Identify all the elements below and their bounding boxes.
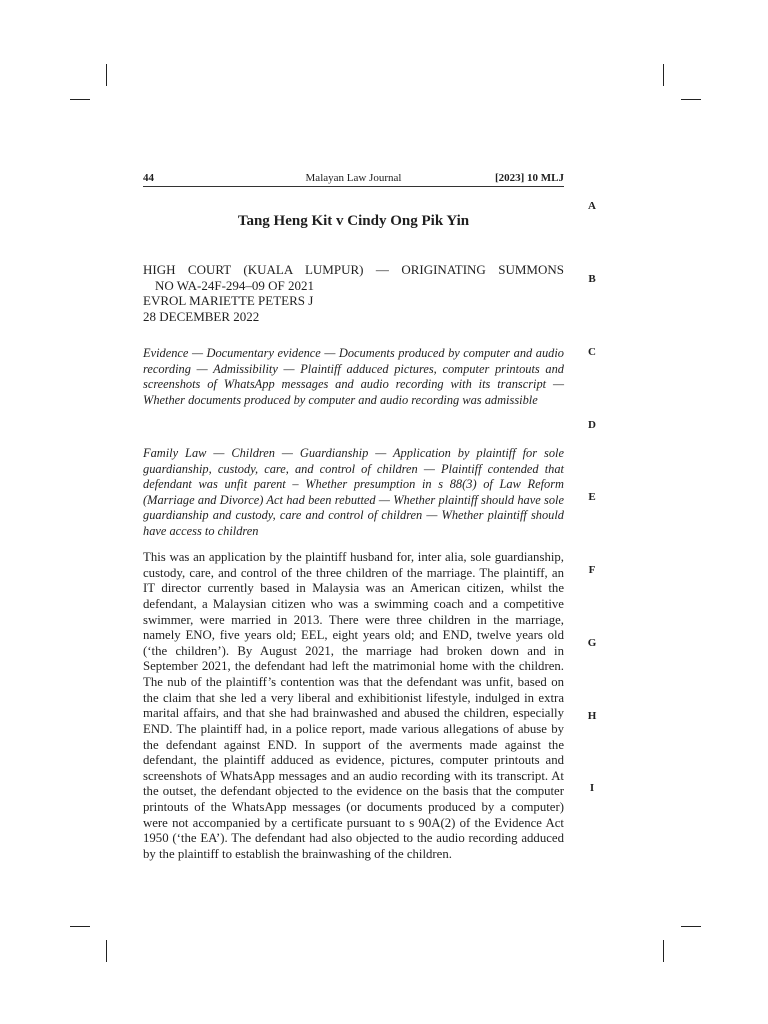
margin-letter-d: D [588,419,596,431]
headnote-paragraph: This was an application by the plaintiff husband for, inter alia, sole guardianship, custody, care, and control of the three children of the marriage. The plaintiff, an IT director currently based in Malaysia was an American citizen, whilst the defendant, a Malaysian citizen who was a swimming coach and a competitive swimmer, were married in 2013. There were three children in the marriage, namely ENO, five years old; EEL, eight years old; and END, twelve years old (‘the children’). By August 2021, the marriage had broken down and in September 2021, the defendant had left the matrimonial home with the children. The nub of the plaintiff’s contention was that the defendant was unfit, based on the claim that she led a very liberal and exhibitionist lifestyle, indulged in extra marital affairs, and that she had brainwashed and abused the children, especially END. The plaintiff had, in a police report, made various allegations of abuse by the defendant against END. In support of the averments made against the defendant, the plaintiff adduced as evidence, pictures, computer printouts and screenshots of WhatsApp messages and an audio recording with its transcript. At the outset, the defendant objected to the evidence on the basis that the computer printouts of the WhatsApp messages (or documents produced by a computer) were not accompanied by a certificate pursuant to s 90A(2) of the Evidence Act 1950 (‘the EA’). The defendant had also objected to the audio recording adduced by the plaintiff to establish the brainwashing of the children. [143,550,564,861]
header-rule [143,186,564,187]
citation: [2023] 10 MLJ [494,172,564,184]
margin-letter-c: C [588,346,596,358]
crop-mark-bottom-right-horizontal [681,926,701,927]
judge-name: EVROL MARIETTE PETERS J [143,293,314,308]
case-title: Tang Heng Kit v Cindy Ong Pik Yin [237,213,470,229]
margin-letter-g: G [587,637,597,649]
margin-letter-i: I [589,782,595,794]
margin-letter-e: E [588,491,596,503]
crop-mark-top-left-vertical [106,64,107,86]
catchword-evidence: Evidence — Documentary evidence — Documents produced by computer and audio recording — Admissibility — Plaintiff adduced pictures, computer printouts and screenshots of WhatsApp messages and audio recording with its transcript — Whether documents produced by computer and audio recording was admissible [143,346,564,407]
judgment-date: 28 DECEMBER 2022 [143,308,260,324]
catchword-family-law: Family Law — Children — Guardianship — Application by plaintiff for sole guardianship, custody, care, and control of children — Plaintiff contended that defendant was unfit parent – Whether presumption in s 88(3) of Law Reform (Marriage and Divorce) Act had been rebutted — Whether plaintiff should have sole guardianship and custody, care and control of children — Whether plaintiff should have access to children [143,446,564,538]
page-number: 44 [143,172,154,184]
court-details [143,262,564,324]
margin-letter-h: H [587,710,597,722]
margin-letter-f: F [588,564,596,576]
crop-mark-bottom-right-vertical [663,940,664,962]
journal-name: Malayan Law Journal [305,172,402,184]
margin-letter-b: B [588,273,596,285]
court-line: HIGH COURT (KUALA LUMPUR) — ORIGINATING SUMMONS [143,262,564,277]
crop-mark-bottom-left-vertical [106,940,107,962]
case-number: NO WA-24F-294–09 OF 2021 [155,277,315,293]
running-header [143,171,564,185]
crop-mark-top-right-horizontal [681,99,701,100]
crop-mark-top-left-horizontal [70,99,90,100]
crop-mark-bottom-left-horizontal [70,926,90,927]
crop-mark-top-right-vertical [663,64,664,86]
margin-letter-a: A [588,200,596,212]
